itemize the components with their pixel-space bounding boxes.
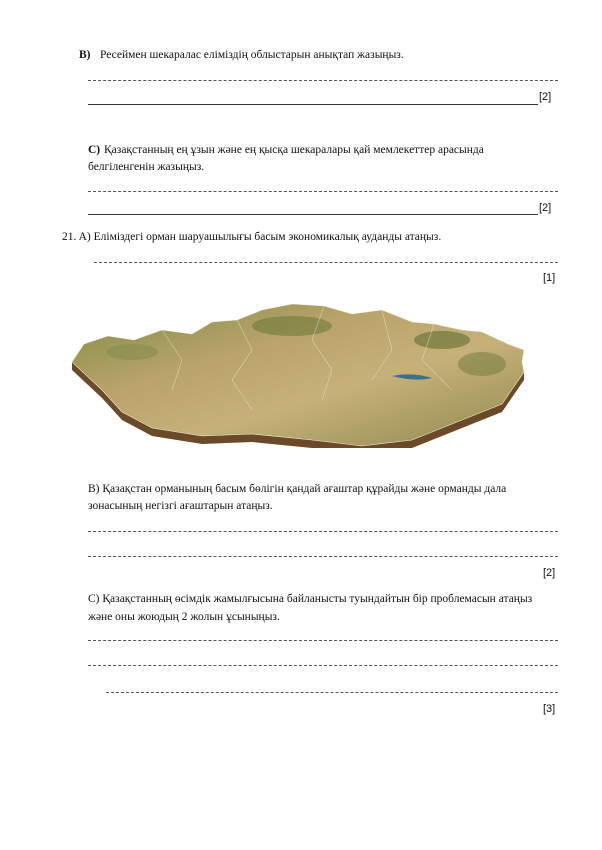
answer-line[interactable] xyxy=(88,640,558,641)
q20-c-question-line2: белгіленгенін жазыңыз. xyxy=(88,161,205,173)
q20-c-label: C) xyxy=(88,144,101,156)
q20-c-question-line1: Қазақстанның ең ұзын және ең қысқа шекаралары қай мемлекеттер арасында xyxy=(104,144,484,156)
q21-a-question: 21. A) Еліміздегі орман шаруашылығы басым экономикалық ауданды атаңыз. xyxy=(62,231,442,243)
q21-a-marks: [1] xyxy=(543,272,556,284)
answer-line[interactable] xyxy=(106,692,558,693)
kazakhstan-relief-map-icon xyxy=(62,300,530,448)
q21-c-marks: [3] xyxy=(543,703,556,715)
answer-line[interactable] xyxy=(88,214,538,215)
q21-c-question-line1: C) Қазақстанның өсімдік жамылғысына байланысты туындайтын бір проблемасын атаңыз xyxy=(88,593,533,605)
answer-line[interactable] xyxy=(88,191,558,192)
q20-b-label: B) xyxy=(79,49,91,61)
answer-line[interactable] xyxy=(94,262,558,263)
q21-b-marks: [2] xyxy=(543,567,556,579)
answer-line[interactable] xyxy=(88,104,538,105)
answer-line[interactable] xyxy=(88,80,558,81)
answer-line[interactable] xyxy=(88,556,558,557)
q21-c-question-line2: және оны жоюдың 2 жолын ұсыныңыз. xyxy=(88,611,280,623)
q20-c-marks: [2] xyxy=(539,202,552,214)
q20-b-marks: [2] xyxy=(539,91,552,103)
q20-b-question: Ресеймен шекаралас еліміздің облыстарын анықтап жазыңыз. xyxy=(100,49,404,61)
answer-line[interactable] xyxy=(88,665,558,666)
q21-b-question-line2: зонасының негізгі ағаштарын атаңыз. xyxy=(88,500,273,512)
answer-line[interactable] xyxy=(88,531,558,532)
q21-b-question-line1: B) Қазақстан орманының басым бөлігін қандай ағаштар құрайды және орманды дала xyxy=(88,483,507,495)
